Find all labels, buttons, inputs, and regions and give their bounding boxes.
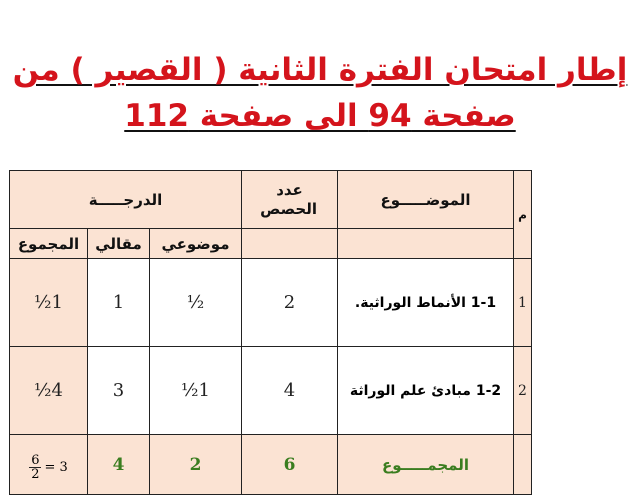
totals-row <box>10 435 532 495</box>
table-row <box>10 259 532 347</box>
row-index: 1 <box>514 259 532 347</box>
totals-index-blank <box>514 435 532 495</box>
row-objective: ½ <box>150 259 242 347</box>
header-total: المجموع <box>10 229 88 259</box>
row-essay: 3 <box>88 347 150 435</box>
page-title-line2: صفحة 94 الى صفحة 112 <box>124 98 516 134</box>
totals-objective: 2 <box>150 435 242 495</box>
header-essay: مقالي <box>88 229 150 259</box>
table-row <box>10 347 532 435</box>
row-sessions: 4 <box>242 347 338 435</box>
row-total: 1½ <box>10 259 88 347</box>
row-essay: 1 <box>88 259 150 347</box>
totals-sessions: 6 <box>242 435 338 495</box>
header-objective: موضوعي <box>150 229 242 259</box>
header-index: م <box>514 171 532 259</box>
header-sessions: عدد الحصص <box>242 171 338 229</box>
header-grade: الدرجـــــة <box>10 171 242 229</box>
row-total: 4½ <box>10 347 88 435</box>
header-subject: الموضـــــوع <box>338 171 514 229</box>
header-subject-blank <box>338 229 514 259</box>
header-sessions-blank <box>242 229 338 259</box>
row-sessions: 2 <box>242 259 338 347</box>
row-subject: 1-1 الأنماط الوراثية. <box>338 259 514 347</box>
totals-essay: 4 <box>88 435 150 495</box>
totals-label: المجمـــــوع <box>338 435 514 495</box>
row-subject: 1-2 مبادئ علم الوراثة <box>338 347 514 435</box>
row-index: 2 <box>514 347 532 435</box>
row-objective: 1½ <box>150 347 242 435</box>
exam-framework-table <box>9 170 532 495</box>
totals-grand-total: $\frac{6}{2}$ = 3 <box>10 435 88 495</box>
page-title-line1: إطار امتحان الفترة الثانية ( القصير ) من <box>12 52 628 88</box>
